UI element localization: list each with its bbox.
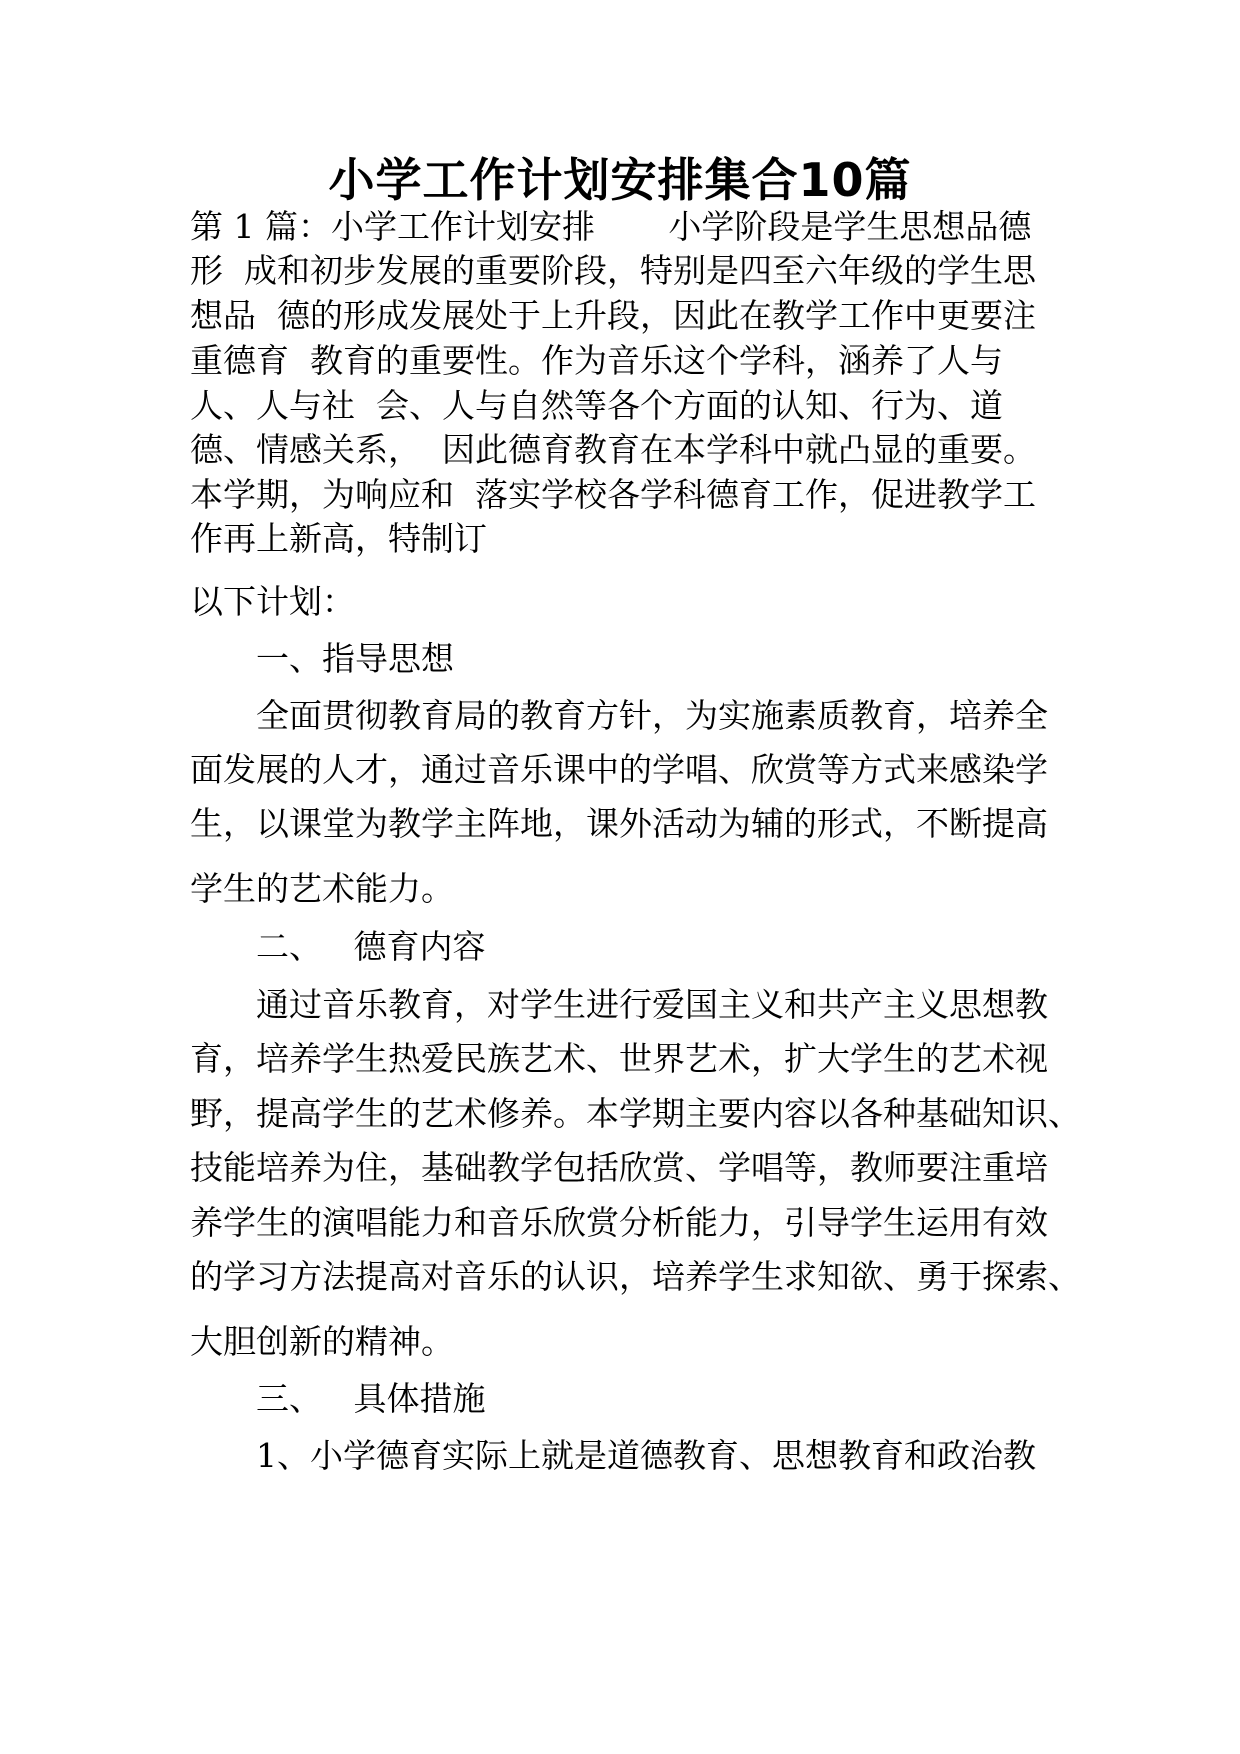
- paragraph-line: 重德育 教育的重要性。作为音乐这个学科，涵养了人与: [190, 341, 1003, 380]
- paragraph-line: 通过音乐教育，对学生进行爱国主义和共产主义思想教: [256, 985, 1048, 1024]
- paragraph-line: 人、人与社 会、人与自然等各个方面的认知、行为、道: [190, 386, 1003, 425]
- paragraph-line: 野，提高学生的艺术修养。本学期主要内容以各种基础知识、: [190, 1094, 1081, 1133]
- section-heading: 二、 德育内容: [256, 927, 486, 966]
- paragraph-line: 生，以课堂为教学主阵地，课外活动为辅的形式，不断提高: [190, 804, 1048, 843]
- paragraph-line: 的学习方法提高对音乐的认识，培养学生求知欲、勇于探索、: [190, 1257, 1081, 1296]
- paragraph-line: 学生的艺术能力。: [190, 869, 454, 908]
- paragraph-line: 面发展的人才，通过音乐课中的学唱、欣赏等方式来感染学: [190, 750, 1048, 789]
- paragraph-line: 想品 德的形成发展处于上升段，因此在教学工作中更要注: [190, 296, 1036, 335]
- paragraph-line: 第 1 篇：小学工作计划安排 小学阶段是学生思想品德: [190, 207, 1032, 246]
- paragraph-line: 养学生的演唱能力和音乐欣赏分析能力，引导学生运用有效: [190, 1203, 1048, 1242]
- paragraph-line: 技能培养为住，基础教学包括欣赏、学唱等，教师要注重培: [190, 1148, 1048, 1187]
- paragraph-line: 1、小学德育实际上就是道德教育、思想教育和政治教: [256, 1436, 1036, 1475]
- paragraph-line: 全面贯彻教育局的教育方针，为实施素质教育，培养全: [256, 696, 1048, 735]
- paragraph-line: 作再上新高，特制订: [190, 519, 487, 558]
- paragraph-line: 以下计划：: [190, 582, 355, 621]
- document-title: 小学工作计划安排集合10篇: [328, 153, 912, 207]
- paragraph-line: 本学期，为响应和 落实学校各学科德育工作，促进教学工: [190, 475, 1036, 514]
- section-heading: 三、 具体措施: [256, 1379, 486, 1418]
- paragraph-line: 德、情感关系， 因此德育教育在本学科中就凸显的重要。: [190, 430, 1036, 469]
- section-heading: 一、指导思想: [256, 639, 454, 678]
- paragraph-line: 大胆创新的精神。: [190, 1322, 454, 1361]
- paragraph-line: 育，培养学生热爱民族艺术、世界艺术，扩大学生的艺术视: [190, 1039, 1048, 1078]
- paragraph-line: 形 成和初步发展的重要阶段，特别是四至六年级的学生思: [190, 251, 1036, 290]
